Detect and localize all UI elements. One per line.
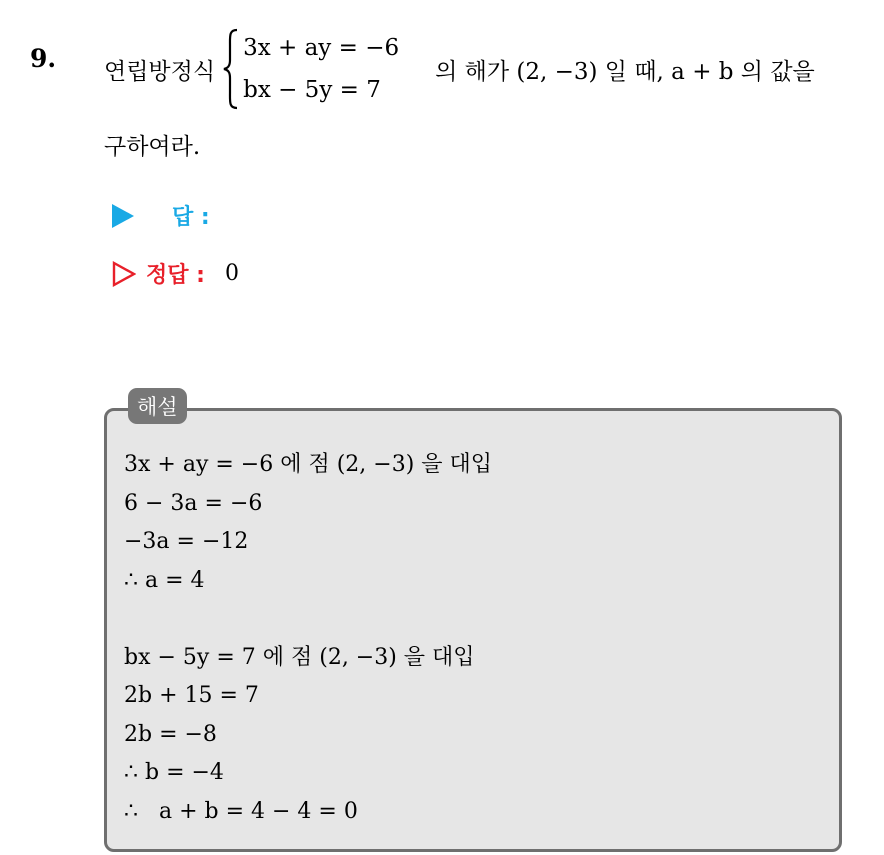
solution-line bbox=[124, 600, 492, 639]
question-rest: 의 해가 (2, −3) 일 때, a + b 의 값을 bbox=[435, 58, 815, 85]
solution-line: 3x + ay = −6 에 점 (2, −3) 을 대입 bbox=[124, 452, 493, 477]
equation-2: bx − 5y = 7 bbox=[243, 77, 381, 103]
solution-line: 2b = −8 bbox=[124, 721, 217, 747]
answer-label: 답 : bbox=[172, 205, 210, 230]
question-intro: 연립방정식 bbox=[104, 58, 216, 85]
answer-triangle-icon bbox=[112, 204, 134, 228]
equation-system bbox=[223, 28, 399, 110]
left-brace-icon bbox=[223, 28, 239, 110]
solution-lines bbox=[124, 446, 492, 831]
question-continuation: 구하여라. bbox=[104, 134, 201, 160]
question-line bbox=[104, 28, 815, 110]
answer-row bbox=[112, 200, 210, 231]
solution-line: bx − 5y = 7 에 점 (2, −3) 을 대입 bbox=[124, 644, 475, 670]
equations bbox=[243, 29, 399, 109]
solution-line: ∴ b = −4 bbox=[124, 760, 224, 785]
correct-answer-row bbox=[112, 258, 239, 289]
correct-triangle-icon bbox=[112, 261, 136, 287]
solution-tag: 해설 bbox=[128, 388, 187, 424]
question-number: 9. bbox=[30, 44, 57, 73]
solution-line: −3a = −12 bbox=[124, 529, 249, 554]
solution-line: ∴ a + b = 4 − 4 = 0 bbox=[124, 798, 358, 824]
solution-line: 6 − 3a = −6 bbox=[124, 490, 263, 516]
equation-1: 3x + ay = −6 bbox=[243, 35, 400, 61]
correct-answer-label: 정답 : bbox=[146, 263, 205, 288]
correct-answer-value: 0 bbox=[224, 261, 239, 286]
solution-line: ∴ a = 4 bbox=[124, 567, 205, 593]
solution-line: 2b + 15 = 7 bbox=[124, 683, 259, 708]
